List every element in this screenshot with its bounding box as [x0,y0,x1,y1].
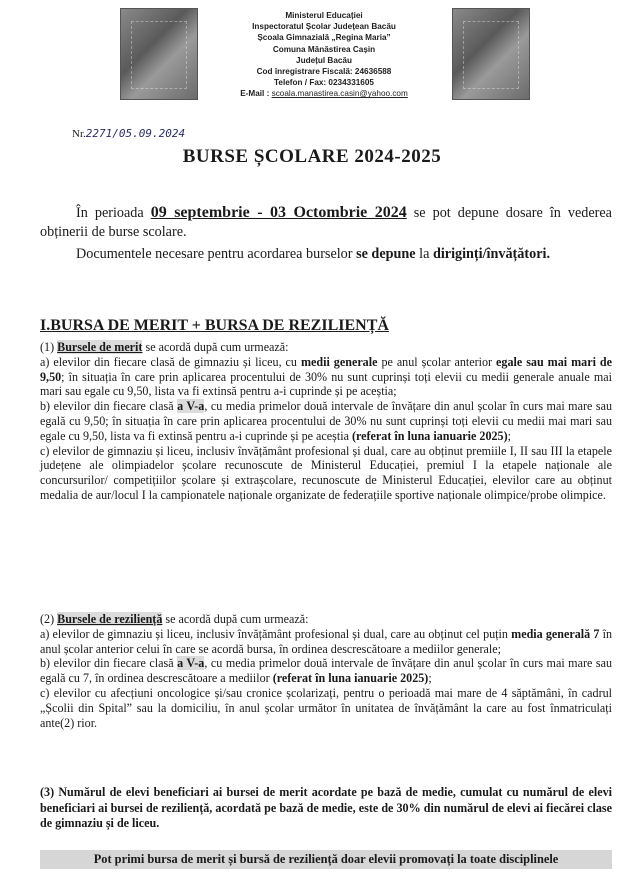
letterhead-line: Comuna Mănăstirea Cașin [272,44,376,54]
merit-a3: pe anul școlar anterior [381,354,493,369]
letterhead-line: Inspectoratul Școlar Județean Bacău [252,22,396,32]
merit-list [40,340,612,503]
letterhead-line: Telefon / Fax: 0234331605 [274,78,374,88]
merit-head-title: Bursele de merit [57,340,143,354]
merit-head-text: se acordă după cum urmează: [145,340,289,354]
rez-head-text: se acordă după cum urmează: [165,612,309,626]
rez-b2: a V-a [177,656,205,671]
page-title: BURSE ȘCOLARE 2024-2025 [182,146,442,167]
letterhead [196,10,452,100]
merit-a1: a) elevilor din fiecare clasă de gimnaziu și liceu, cu [40,354,297,369]
email-link[interactable]: scoala.manastirea.casin@yahoo.com [271,89,408,99]
resilience-list [40,612,612,730]
merit-item-a [40,355,612,399]
quota-note: (3) Numărul de elevi beneficiari ai bursei de merit acordate pe bază de medie, cumulat cu numărul de elevi beneficiari ai bursei de reziliență, acordată pe bază de medie, este de 30% din numărul de elevi ai fiecărei clase de gimnaziu și de liceu. [40,785,612,830]
letterhead-line: Ministerul Educației [285,11,363,20]
docs-text-c: la [419,246,430,262]
merit-a5: ; în situația în care prin aplicarea procentului de 30% nu sunt cuprinși toți elevii cu medii generale anuale mai mari sau egale cu 9,50, lista va fi extinsă pentru a-i cuprinde și pe aceștia; [40,369,612,399]
rez-a2: media generală 7 [511,626,600,641]
rez-a1: a) elevilor de gimnaziu și liceu, inclusiv învățământ profesional și dual, care au obținut cel puțin [40,626,508,641]
rez-b5: ; [428,671,432,686]
merit-b1: b) elevilor din fiecare clasă [40,399,174,414]
nr-value: 2271/05.09.2024 [85,127,186,140]
rez-b3: , cu media primelor două intervale de învățare din anul școlar în curs mai mare sau egală cu 7, în ordinea descrescătoare a mediilor [40,656,612,686]
merit-a2: medii generale [300,354,378,369]
rez-a3: în anul școlar anterior celui în care se acordă bursa, în ordinea descrescătoare a mediilor generale; [40,626,613,656]
intro-text-a: În perioada [76,205,144,221]
merit-b4: (referat în luna ianuarie 2025) [351,428,508,443]
merit-b3: , cu media primelor două intervale de învățare din anul școlar în curs mai mare sau egală cu 9,50; în situația în care prin aplicarea procentului de 30% nu sunt cuprinși toți elevii cu medii mai mari sau egale cu 9,50, lista va fi extinsă pentru a-i cuprinde și pe aceștia [40,399,612,443]
merit-item-c: c) elevilor de gimnaziu și liceu, inclusiv învățământ profesional și dual, care au obținut premiile I, II sau III la etapele județene ale olimpiadelor școlare recunoscute de Ministerul Educației, premiul I la etapele naționale ale concursurilor/ competițiilor școlare și extrașcolare, recunoscute de Ministerul Educației, elevilor care au obținut medalia de aur/locul I la campionatele naționale organizate de federațiile sportive naționale olimpice/probe olimpice. [40,443,612,502]
email-label: E-Mail : [240,89,270,99]
documents-paragraph [40,245,612,264]
letterhead-line: Județul Bacău [296,55,352,65]
registration-number [72,127,185,140]
intro-date: 09 septembrie - 03 Octombrie 2024 [150,204,407,221]
school-photo-left [120,8,198,100]
rez-head-num: (2) [40,612,55,626]
rez-b4: (referat în luna ianuarie 2025) [272,671,429,686]
letterhead-line: Cod înregistrare Fiscală: 24636588 [256,67,392,77]
nr-label: Nr. [72,128,86,140]
intro-text-b: se pot depune dosare în vederea obținerii de burse scolare. [40,205,612,240]
rez-item-a [40,627,612,657]
rez-head-title: Bursele de reziliență [57,612,163,626]
merit-a4: egale sau mai mari de 9,50 [40,354,612,384]
letterhead-line: Școala Gimnazială „Regina Maria” [257,33,391,43]
merit-item-b [40,399,612,443]
rez-heading [40,612,612,627]
merit-heading [40,340,612,355]
docs-text-a: Documentele necesare pentru acordarea burselor [76,246,353,262]
rez-item-c: c) elevilor cu afecțiuni oncologice și/sau cronice școlarizați, pentru o perioadă mai mare de 4 săptămâni, în cadrul „Școlii din Spital” sau la domiciliu, în anul școlar următor în unitatea de învățământ la care au fost înmatriculați ante(2) rior. [40,685,612,730]
letterhead-email-row [196,88,452,99]
docs-text-b: se depune [356,246,416,262]
merit-head-num: (1) [40,340,55,354]
rez-b1: b) elevilor din fiecare clasă [40,656,174,671]
promotion-banner: Pot primi bursa de merit și bursă de reziliență doar elevii promovați la toate disciplinele [40,850,612,869]
docs-text-d: diriginți/învățători. [432,246,550,262]
rez-item-b [40,656,612,686]
merit-b2: a V-a [177,399,205,414]
intro-paragraph [40,203,612,242]
section-title: I.BURSA DE MERIT + BURSA DE REZILIENȚĂ [40,317,389,334]
merit-b5: ; [507,428,511,443]
school-crest-right [452,8,530,100]
